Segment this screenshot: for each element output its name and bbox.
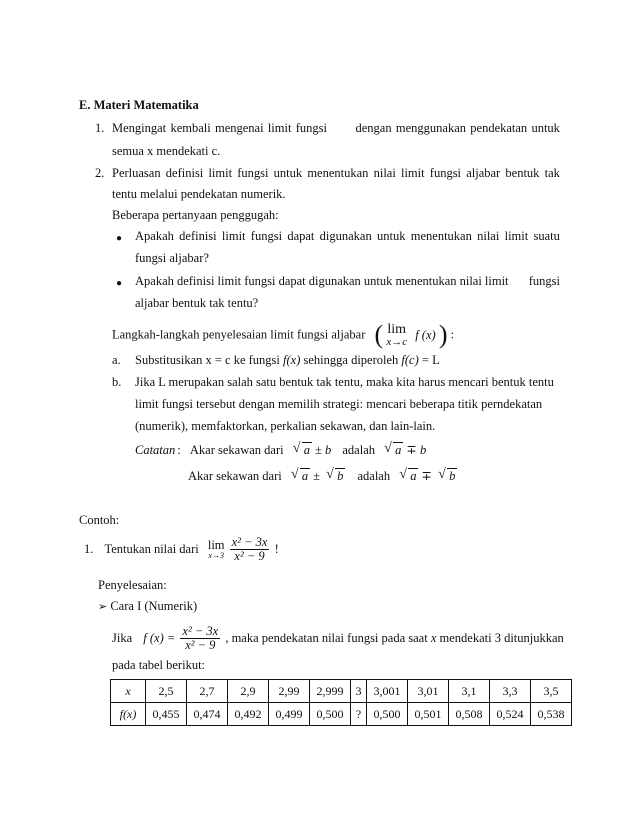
table-cell: 0,492 [228,703,269,726]
step-a-part: = L [418,353,440,367]
problem-text: Tentukan nilai dari [104,542,199,557]
word: menentukan [307,166,369,180]
word: limit [400,166,425,180]
word: fungsi [244,274,276,288]
sqrt-a [399,469,418,484]
problem-lim [208,539,225,560]
step-a-label: a. [112,353,121,367]
radicand: a [410,469,417,483]
word: untuk [363,274,393,288]
step-a-fx: f(x) [283,353,301,367]
word: menentukan [410,229,472,243]
arrow-bullet-icon: ➢ [98,600,108,613]
jika-line [112,625,564,652]
word: bentuk [505,166,540,180]
sqrt-a [291,469,310,484]
table-cell: 2,99 [269,680,310,703]
word: limit [504,229,529,243]
denominator: x² − 9 [234,549,265,564]
word: dengan [355,121,392,135]
jika-text: mendekati 3 ditunjukkan [436,631,564,646]
word: limit [217,274,242,288]
numerator: x² − 3x [231,535,268,549]
table-cell: 3,001 [367,680,408,703]
bullet2-line1 [135,274,560,289]
item2-line2: tentu melalui pendekatan numerik. [112,187,286,201]
word: fungsi [237,166,269,180]
table-cell: 0,499 [269,703,310,726]
table-row [111,703,572,726]
word: fungsi [429,166,462,180]
jika-fraction [180,625,220,652]
word: fungsi [250,229,283,243]
item2-number: 2. [95,166,105,180]
radicand: a [303,443,310,457]
problem-number: 1. [84,542,94,557]
note-row1-prefix: Akar sekawan dari [189,443,284,457]
steps-heading-text: Langkah-langkah penyelesaian limit fungsi aljabar [112,327,366,342]
step-b-line2: limit fungsi tersebut dengan memilih strategi: mencari beberapa titik perndekatan [135,397,543,411]
lim-label: lim [387,321,407,337]
denominator: x² − 9 [185,638,216,653]
table-row [111,680,572,703]
word: mengenai [214,121,264,135]
table-cell: 0,500 [367,703,408,726]
bullet2-line2: aljabar bentuk tak tentu? [135,296,259,310]
steps-lim [386,323,407,348]
word: Apakah [135,274,174,288]
bullet-icon: ● [116,233,123,244]
table-cell: 3,3 [490,680,531,703]
word: fungsi [295,121,327,135]
radicand: b [337,469,344,483]
problem-fraction [230,536,270,563]
solution-label: Penyelesaian: [98,578,167,592]
sqrt-a [384,443,403,458]
operator: ∓ [421,469,432,483]
word: menentukan [395,274,457,288]
table-cell: 0,508 [449,703,490,726]
word: untuk [273,166,303,180]
bullet-icon: ● [116,278,123,289]
table-cell: 0,474 [187,703,228,726]
word: limit [221,229,246,243]
word: pendekatan [470,121,528,135]
word: suatu [533,229,560,243]
right-paren: ) [438,320,448,349]
word: menggunakan [395,121,466,135]
table-cell: 3,1 [449,680,490,703]
table-cell: 2,5 [146,680,187,703]
word: kembali [170,121,211,135]
method-line [98,599,197,614]
sqrt-b [438,469,457,484]
word: digunakan [319,229,372,243]
word: Mengingat [112,121,167,135]
table-cell: 0,501 [408,703,449,726]
lim-label: lim [207,538,225,553]
word: digunakan [308,274,361,288]
word: tak [544,166,560,180]
word: definisi [165,166,204,180]
method-text: Cara I (Numerik) [110,599,198,613]
radicand: a [395,443,402,457]
word: dapat [287,229,315,243]
word: untuk [531,121,560,135]
step-a-part: sehingga diperoleh [300,353,402,367]
steps-colon: : [450,327,455,342]
note-row2-mid: adalah [357,469,391,483]
step-b-line1: Jika L merupakan salah satu bentuk tak tentu, maka kita harus mencari bentuk tentu [135,375,554,389]
sqrt-a [293,443,312,458]
word: limit [484,274,509,288]
jika-x: x [430,631,437,646]
word: limit [267,121,292,135]
word: dapat [278,274,306,288]
table-cell: ? [351,703,367,726]
word: definisi [179,229,217,243]
lim-subscript: x→3 [208,550,224,560]
item2-line1 [112,166,560,181]
word: Apakah [135,229,174,243]
problem-end: ! [274,542,279,557]
word: definisi [176,274,215,288]
table-cell: 0,455 [146,703,187,726]
table-cell: 2,9 [228,680,269,703]
table-cell: 3,5 [531,680,572,703]
section-title: E. Materi Matematika [79,98,199,112]
table-cell: 0,538 [531,703,572,726]
note-row1-mid: adalah [342,443,375,457]
word: nilai [373,166,396,180]
word: aljabar [466,166,501,180]
word: untuk [377,229,406,243]
jika-line2: pada tabel berikut: [112,658,206,672]
numerator: x² − 3x [182,624,219,638]
word: fungsi [528,274,560,288]
word: nilai [477,229,500,243]
bullet1-line2: fungsi aljabar? [135,251,209,265]
radicand: a [301,469,309,483]
note-row2-prefix: Akar sekawan dari [188,469,282,483]
values-table [110,679,572,726]
radicand: b [449,469,456,483]
steps-heading [112,320,454,350]
problem [84,536,279,563]
table-cell: 0,500 [310,703,351,726]
operator: ± [313,469,320,483]
note-row1-tail2: ∓ b [406,443,427,457]
note-row1 [135,442,426,458]
table-cell: 2,7 [187,680,228,703]
step-a-part: Substitusikan x = c ke fungsi [135,353,284,367]
note-label: Catatan [135,443,176,457]
word: Perluasan [112,166,161,180]
item1-line1 [112,121,560,136]
left-paren: ( [374,320,384,349]
example-heading: Contoh: [79,513,120,527]
note-colon: : [177,443,181,457]
table-cell: 3 [351,680,367,703]
step-b-line3: (numerik), memfaktorkan, perkalian sekawan, dan lain-lain. [135,419,436,433]
item1-number: 1. [95,121,105,135]
table-cell: 2,999 [310,680,351,703]
note-row2 [188,468,460,484]
row-header: f(x) [111,703,146,726]
item1-line2: semua x mendekati c. [112,144,221,158]
word: limit [208,166,233,180]
jika-prefix: Jika [112,631,133,646]
sqrt-b [326,469,345,484]
table-cell: 3,01 [408,680,449,703]
step-a-fc: f(c) [401,353,419,367]
jika-text: , maka pendekatan nilai fungsi pada saat [225,631,431,646]
word: nilai [459,274,482,288]
step-a-text [135,353,440,368]
lim-subscript: x→c [386,335,408,348]
bullet1-line1 [135,229,560,244]
row-header: x [111,680,146,703]
prompt-heading: Beberapa pertanyaan penggugah: [112,208,279,222]
note-row1-tail: ± b [315,443,332,457]
steps-func: f (x) [415,327,436,342]
jika-fx: f (x) = [143,631,176,646]
step-b-label: b. [112,375,122,389]
table-cell: 0,524 [490,703,531,726]
